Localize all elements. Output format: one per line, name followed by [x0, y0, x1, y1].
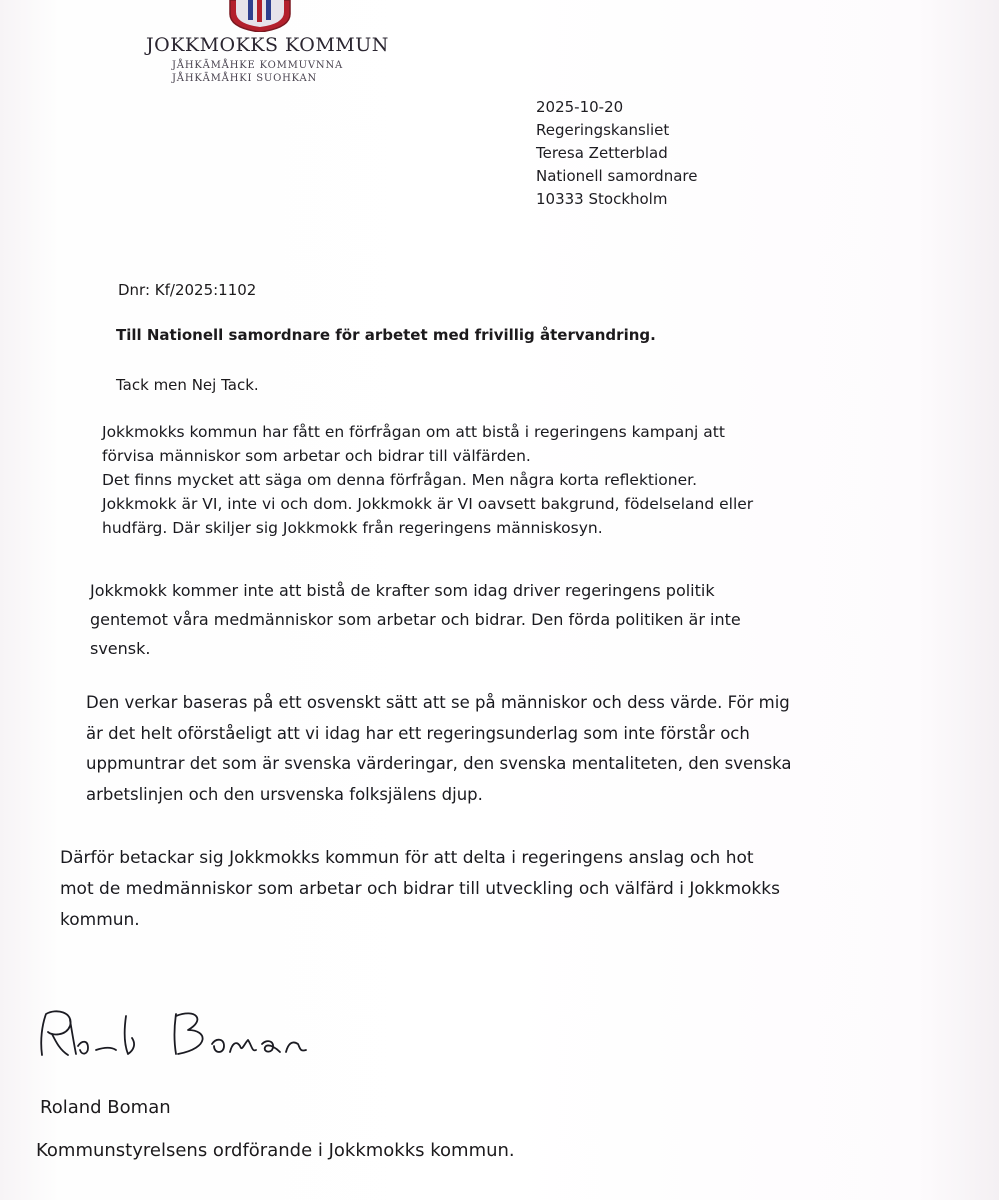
paragraph-line: kommun. — [60, 910, 140, 930]
paragraph-line: Den verkar baseras på ett osvenskt sätt att se på människor och dess värde. För mig — [86, 693, 790, 712]
organization-name: JOKKMOKKS KOMMUN — [146, 34, 389, 56]
signer-title: Kommunstyrelsens ordförande i Jokkmokks kommun. — [36, 1140, 515, 1161]
address-line: Nationell samordnare — [536, 167, 698, 185]
address-line: Teresa Zetterblad — [536, 144, 668, 162]
letter-greeting: Tack men Nej Tack. — [116, 376, 259, 394]
paragraph-line: mot de medmänniskor som arbetar och bidrar till utveckling och välfärd i Jokkmokks — [60, 879, 780, 899]
paragraph-line: Jokkmokk är VI, inte vi och dom. Jokkmokk är VI oavsett bakgrund, födelseland eller — [102, 495, 754, 513]
reference-number: Dnr: Kf/2025:1102 — [118, 281, 257, 299]
municipal-crest-icon — [226, 0, 294, 32]
letter-date: 2025-10-20 — [536, 98, 624, 116]
paragraph-line: förvisa människor som arbetar och bidrar till välfärden. — [102, 447, 531, 465]
body-paragraph-3 — [86, 688, 792, 810]
paragraph-line: Därför betackar sig Jokkmokks kommun för att delta i regeringens anslag och hot — [60, 848, 754, 868]
body-paragraph-1 — [102, 420, 753, 540]
address-line: Regeringskansliet — [536, 121, 670, 139]
paragraph-line: är det helt oförståeligt att vi idag har ett regeringsunderlag som inte förstår och — [86, 723, 750, 743]
paragraph-line: Jokkmokk kommer inte att bistå de krafter som idag driver regeringens politik — [90, 581, 715, 600]
paragraph-line: svensk. — [90, 639, 151, 658]
signer-name: Roland Boman — [40, 1097, 171, 1118]
handwritten-signature — [26, 1000, 326, 1070]
letter-subject: Till Nationell samordnare för arbetet med frivillig återvandring. — [116, 326, 656, 344]
body-paragraph-2 — [90, 576, 741, 663]
paragraph-line: Det finns mycket att säga om denna förfrågan. Men några korta reflektioner. — [102, 471, 698, 489]
organization-name-sami-2: JÅHKĀMÅHKI SUOHKAN — [172, 73, 318, 84]
body-paragraph-4 — [60, 843, 780, 936]
recipient-address-block — [536, 96, 697, 211]
organization-name-sami-1: JÅHKĀMÅHKE KOMMUVNNA — [172, 60, 344, 71]
paragraph-line: uppmuntrar det som är svenska värderingar, den svenska mentaliteten, den svenska — [86, 754, 792, 773]
paragraph-line: Jokkmokks kommun har fått en förfrågan om att bistå i regeringens kampanj att — [102, 423, 725, 441]
paragraph-line: hudfärg. Där skiljer sig Jokkmokk från regeringens människosyn. — [102, 519, 603, 537]
address-line: 10333 Stockholm — [536, 190, 668, 208]
paragraph-line: arbetslinjen och den ursvenska folksjälens djup. — [86, 784, 483, 804]
paragraph-line: gentemot våra medmänniskor som arbetar och bidrar. Den förda politiken är inte — [90, 610, 741, 629]
